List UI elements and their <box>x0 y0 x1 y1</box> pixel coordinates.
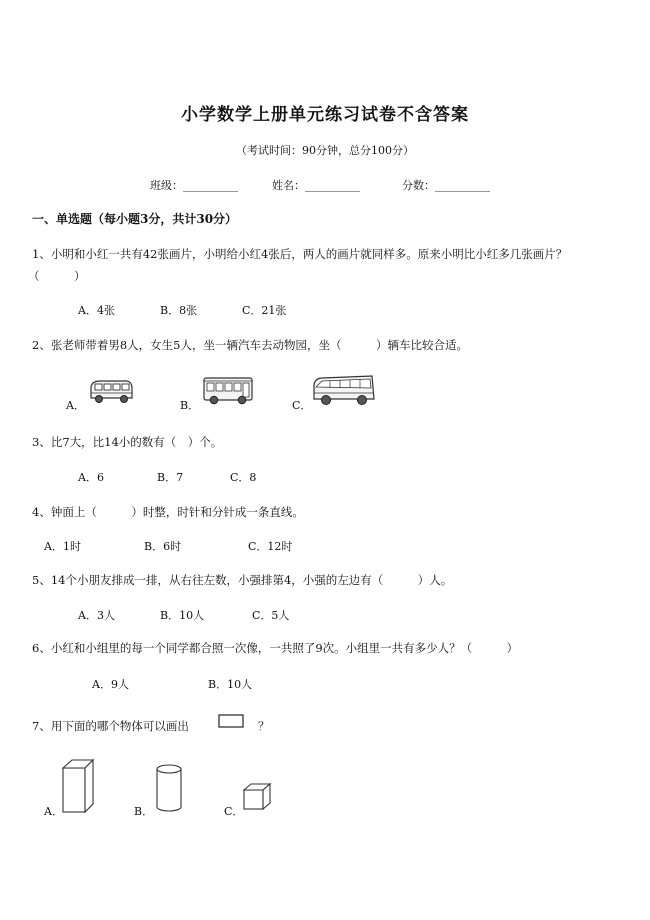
question-5-text: 5、14个小朋友排成一排，从右往左数，小强排第4，小强的左边有（ ）人。 <box>32 573 453 587</box>
question-5-option-c: C．5人 <box>252 609 290 622</box>
question-3-option-b: B．7 <box>157 471 184 484</box>
question-1-option-c: C．21张 <box>242 304 287 317</box>
class-field: 班级：__________ <box>150 179 238 192</box>
question-4-option-a: A．1时 <box>44 540 81 553</box>
question-4-option-c: C．12时 <box>248 540 293 553</box>
score-field: 分数：__________ <box>402 179 490 192</box>
exam-subtitle: （考试时间：90分钟，总分100分） <box>236 144 414 157</box>
minibus-image <box>88 378 134 406</box>
question-6-option-b: B．10人 <box>208 678 253 691</box>
question-5-option-a: A．3人 <box>78 609 115 622</box>
question-4-text: 4、钟面上（ ）时整，时针和分针成一条直线。 <box>32 505 304 519</box>
rectangular-prism-image <box>60 758 96 814</box>
cube-image <box>242 782 272 812</box>
page-title: 小学数学上册单元练习试卷不含答案 <box>181 105 469 125</box>
question-2-option-a: A． <box>66 399 85 412</box>
question-2-text: 2、张老师带着男8人，女生5人，坐一辆汽车去动物园，坐（ ）辆车比较合适。 <box>32 338 468 352</box>
question-2-option-b: B． <box>180 399 200 412</box>
question-7-option-c: C． <box>224 805 244 818</box>
question-1-text: 1、小明和小红一共有42张画片，小明给小红4张后，两人的画片就同样多。原来小明比小红多几张画片？ <box>32 247 568 261</box>
name-field: 姓名：__________ <box>272 179 360 192</box>
question-5-option-b: B．10人 <box>160 609 205 622</box>
question-4-option-b: B．6时 <box>144 540 182 553</box>
cylinder-image <box>154 763 184 813</box>
question-1-option-b: B．8张 <box>160 304 198 317</box>
section-heading: 一、单选题（每小题3分，共计30分） <box>32 212 238 226</box>
question-3-option-c: C．8 <box>230 471 257 484</box>
question-7-suffix: ？ <box>258 719 270 733</box>
bus-image <box>202 375 254 407</box>
question-7-option-a: A． <box>44 805 63 818</box>
question-6-option-a: A．9人 <box>92 678 129 691</box>
question-3-option-a: A．6 <box>78 471 104 484</box>
question-2-option-c: C． <box>292 399 312 412</box>
rectangle-figure <box>218 714 244 728</box>
question-1-option-a: A．4张 <box>78 304 115 317</box>
question-1-blank: （ ） <box>28 269 86 283</box>
question-6-text: 6、小红和小组里的每一个同学都合照一次像，一共照了9次。小组里一共有多少人？（ ） <box>32 641 519 655</box>
question-7-text: 7、用下面的哪个物体可以画出 <box>32 719 189 733</box>
question-3-text: 3、比7大，比14小的数有（ ）个。 <box>32 435 223 449</box>
question-7-option-b: B． <box>134 805 154 818</box>
coach-image <box>310 373 378 409</box>
